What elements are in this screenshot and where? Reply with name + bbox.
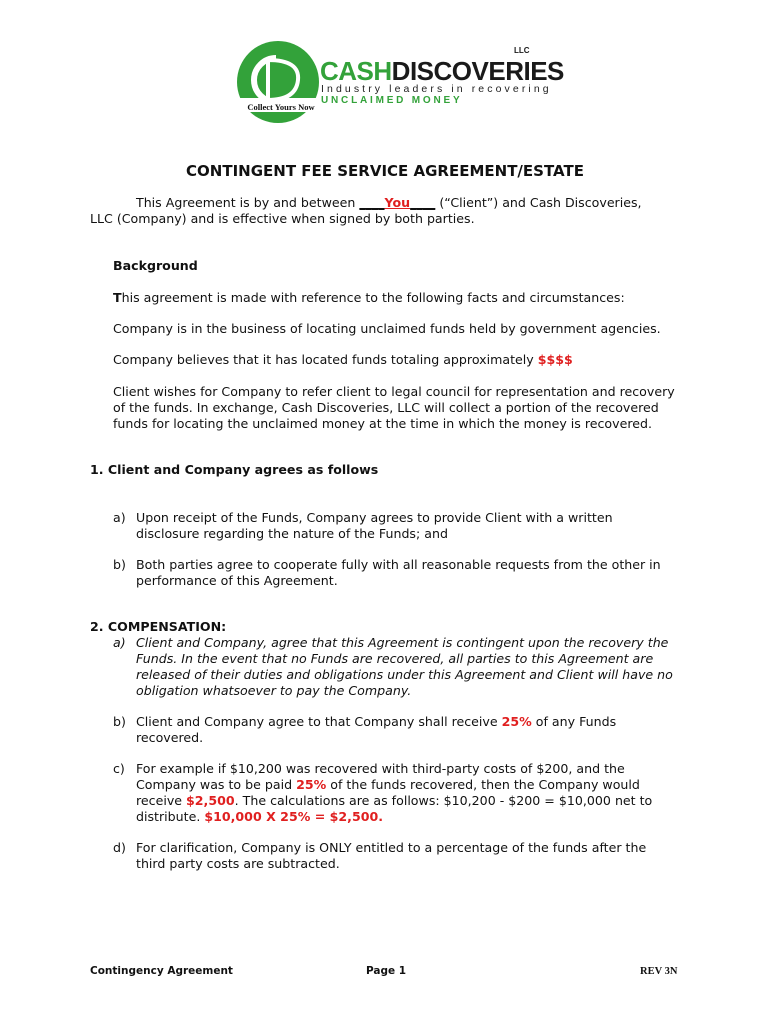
- section1-item-a-line-1: Upon receipt of the Funds, Company agrees to provide Client with a written: [136, 510, 613, 525]
- intro-before: This Agreement is by and between: [136, 195, 360, 210]
- section2-item-c-letter: c): [113, 761, 125, 776]
- footer-document-name: Contingency Agreement: [90, 965, 233, 977]
- section2-item-c-line-3-after: . The calculations are as follows: $10,200 - $200 = $10,000 net to: [234, 793, 653, 808]
- section2-item-d-line-2: third party costs are subtracted.: [136, 856, 340, 871]
- section2-item-a-line-3: released of their duties and obligations under this Agreement and Client will have no: [136, 667, 673, 682]
- client-name-field: You: [384, 195, 411, 210]
- section2-item-b-line-1: [136, 714, 616, 730]
- background-p4-line-2: of the funds. In exchange, Cash Discoveries, LLC will collect a portion of the recovered: [113, 400, 659, 415]
- background-p2: Company is in the business of locating unclaimed funds held by government agencies.: [113, 321, 661, 336]
- brand-name: [320, 56, 564, 86]
- section2-item-c-line-1: For example if $10,200 was recovered with third-party costs of $200, and the: [136, 761, 625, 776]
- background-p4-line-1: Client wishes for Company to refer client to legal council for representation and recovery: [113, 384, 675, 399]
- brand-llc: LLC: [514, 46, 530, 55]
- section2-heading: 2. COMPENSATION:: [90, 619, 227, 634]
- section2-item-a-letter: a): [113, 635, 126, 650]
- section1-item-a-letter: a): [113, 510, 126, 525]
- brand-discoveries: DISCOVERIES: [391, 56, 564, 86]
- funds-amount: $$$$: [537, 352, 573, 367]
- client-blank-post: ____: [410, 195, 436, 210]
- section1-item-a-line-2: disclosure regarding the nature of the Funds; and: [136, 526, 448, 541]
- background-p3: [113, 352, 573, 368]
- document-title: CONTINGENT FEE SERVICE AGREEMENT/ESTATE: [186, 162, 584, 180]
- section2-item-d-line-1: For clarification, Company is ONLY entitled to a percentage of the funds after the: [136, 840, 647, 855]
- section2-item-c-line-2-before: Company was to be paid: [136, 777, 297, 792]
- section1-item-b-line-1: Both parties agree to cooperate fully with all reasonable requests from the other in: [136, 557, 661, 572]
- section2-item-c-line-4-before: distribute.: [136, 809, 205, 824]
- section2-item-c-line-3: [136, 793, 652, 809]
- background-p1: [113, 290, 625, 306]
- footer-page-number: Page 1: [366, 965, 407, 977]
- section2-item-b-after: of any Funds: [531, 714, 617, 729]
- background-p3-text: Company believes that it has located funds totaling approximately: [113, 352, 538, 367]
- section2-item-b-before: Client and Company agree to that Company shall receive: [136, 714, 502, 729]
- section1-item-b-line-2: performance of this Agreement.: [136, 573, 338, 588]
- section2-item-d-letter: d): [113, 840, 126, 855]
- background-p1-rest: his agreement is made with reference to the following facts and circumstances:: [121, 290, 625, 305]
- background-p4-line-3: funds for locating the unclaimed money at the time in which the money is recovered.: [113, 416, 652, 431]
- background-p1-first: T: [113, 290, 122, 305]
- brand-slogan: Collect Yours Now: [247, 102, 315, 112]
- example-percent: 25%: [296, 777, 327, 792]
- intro-after: (“Client”) and Cash Discoveries,: [435, 195, 642, 210]
- background-heading: Background: [113, 258, 198, 273]
- section2-item-a-line-2: Funds. In the event that no Funds are recovered, all parties to this Agreement are: [136, 651, 654, 666]
- example-amount: $2,500: [186, 793, 235, 808]
- brand-tagline: Industry leaders in recovering: [321, 83, 552, 95]
- section2-item-c-line-4: [136, 809, 383, 825]
- section2-item-a-line-1: Client and Company, agree that this Agreement is contingent upon the recovery the: [136, 635, 669, 650]
- brand-cash: CASH: [320, 56, 392, 86]
- section2-item-b-line-2: recovered.: [136, 730, 204, 745]
- client-blank-pre: ____: [359, 195, 385, 210]
- section2-item-a-line-4: obligation whatsoever to pay the Company.: [136, 683, 412, 698]
- section2-item-b-letter: b): [113, 714, 126, 729]
- brand-tagline-2: UNCLAIMED MONEY: [321, 95, 463, 106]
- fee-percent: 25%: [501, 714, 532, 729]
- intro-line-2: LLC (Company) and is effective when signed by both parties.: [90, 211, 475, 226]
- section2-item-c-line-2-after: of the funds recovered, then the Company would: [326, 777, 640, 792]
- section1-item-b-letter: b): [113, 557, 126, 572]
- example-formula: $10,000 X 25% = $2,500.: [204, 809, 384, 824]
- section2-item-c-line-2: [136, 777, 640, 793]
- footer-revision: REV 3N: [640, 966, 678, 977]
- section2-item-c-line-3-before: receive: [136, 793, 187, 808]
- section1-heading: 1. Client and Company agrees as follows: [90, 462, 379, 477]
- intro-line-1: [136, 195, 642, 211]
